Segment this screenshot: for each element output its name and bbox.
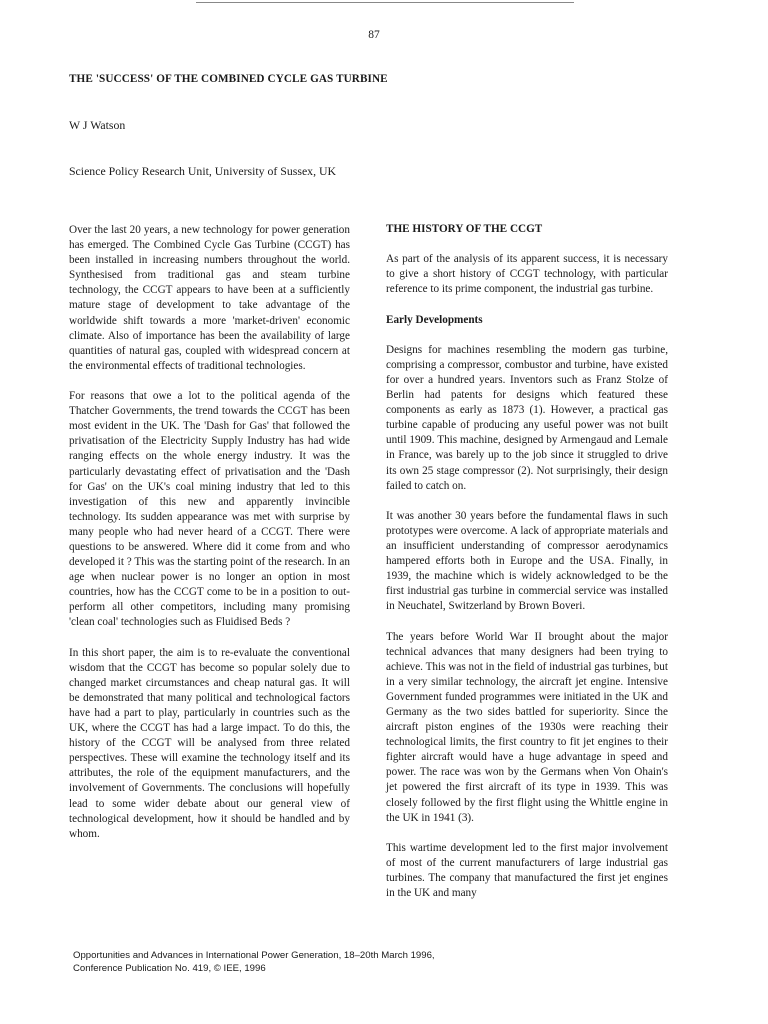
top-rule xyxy=(196,2,574,3)
paragraph: It was another 30 years before the fundamental flaws in such prototypes were overcome. A lack of appropriate materials and an insufficient understanding of compressor aerodynamics hampered efforts both in Europe and the USA. Finally, in 1939, the machine which is widely acknowledged to be the first industrial gas turbine in commercial service was installed in Neuchatel, Switzerland by Brown Boveri. xyxy=(386,509,668,613)
paragraph: As part of the analysis of its apparent success, it is necessary to give a short history of CCGT technology, with particular reference to its prime component, the industrial gas turbine. xyxy=(386,253,668,296)
left-column xyxy=(69,223,350,857)
footer-line: Opportunities and Advances in International Power Generation, 18–20th March 1996, xyxy=(73,950,435,961)
section-heading: THE HISTORY OF THE CCGT xyxy=(386,223,543,235)
paragraph: The years before World War II brought about the major technical advances that many designers had been trying to achieve. This was not in the field of industrial gas turbines, but in a very similar technology, the aircraft jet engine. Intensive Government funded programmes were initiated in the UK and Germany as the two sides battled for superiority. Since the aircraft piston engines of the 1930s were reaching their technological limits, the first country to fit jet engines to their fighter aircraft would have a huge advantage in speed and power. The race was won by the Germans when Von Ohain's jet powered the first aircraft of its type in 1939. This was closely followed by the first flight using the Whittle engine in the UK in 1941 (3). xyxy=(386,630,668,824)
subsection-heading: Early Developments xyxy=(386,313,483,326)
paragraph: For reasons that owe a lot to the political agenda of the Thatcher Governments, the trend towards the CCGT has been most evident in the UK. The 'Dash for Gas' that followed the privatisation of the Electricity Supply Industry has had wide ranging effects on the whole energy industry. It was the particularly devastating effect of privatisation and the 'Dash for Gas' on the UK's coal mining industry that led to this investigation of this new and apparently invincible technology. Its sudden appearance was met with surprise by many people who had never heard of a CCGT. There were questions to be answered. Where did it come from and who developed it ? This was the starting point of the research. In an age when nuclear power is no longer an option in most countries, how has the CCGT come to be in a position to out-perform all other competitors, including many promising 'clean coal' technologies such as Fluidised Beds ? xyxy=(69,390,350,629)
footer-citation xyxy=(73,950,435,975)
page-number: 87 xyxy=(368,29,380,41)
right-column xyxy=(386,222,668,916)
paper-title: THE 'SUCCESS' OF THE COMBINED CYCLE GAS TURBINE xyxy=(69,73,388,85)
paragraph: Designs for machines resembling the modern gas turbine, comprising a compressor, combustor and turbine, have existed for over a hundred years. Inventors such as Franz Stolze of Berlin had patents for designs which featured these components as early as 1873 (1). However, a practical gas turbine capable of producing any useful power was not built until 1909. This machine, designed by Armengaud and Lemale in France, was barely up to the job since it struggled to drive its own 25 stage compressor (2). Not surprisingly, their design failed to catch on. xyxy=(386,343,668,492)
paragraph: In this short paper, the aim is to re-evaluate the conventional wisdom that the CCGT has become so popular solely due to changed market circumstances and cheap natural gas. It will be demonstrated that many political and technological factors have had a part to play, particularly in countries such as the UK, where the CCGT has had a large impact. To do this, the history of the CCGT will be analysed from three related perspectives. These will examine the technology itself and its attributes, the role of the equipment manufacturers, and the involvement of Governments. The conclusions will hopefully lead to some wider debate about our general view of technological development, how it should be handled and by whom. xyxy=(69,646,350,840)
paragraph: This wartime development led to the first major involvement of most of the current manufacturers of large industrial gas turbines. The company that manufactured the first jet engines in the UK and many xyxy=(386,841,668,900)
footer-line: Conference Publication No. 419, © IEE, 1996 xyxy=(73,962,266,974)
author-affiliation: Science Policy Research Unit, University of Sussex, UK xyxy=(69,164,337,178)
paragraph: Over the last 20 years, a new technology for power generation has emerged. The Combined Cycle Gas Turbine (CCGT) has been installed in increasing numbers throughout the world. Synthesised from traditional gas and steam turbine technology, the CCGT appears to have been at a sufficiently mature stage of development to take advantage of the worldwide shift towards a more 'market-driven' economic climate. Also of importance has been the availability of large quantities of natural gas, coupled with widespread concern at the environmental effects of traditional technologies. xyxy=(69,224,350,372)
author-name: W J Watson xyxy=(69,118,126,132)
